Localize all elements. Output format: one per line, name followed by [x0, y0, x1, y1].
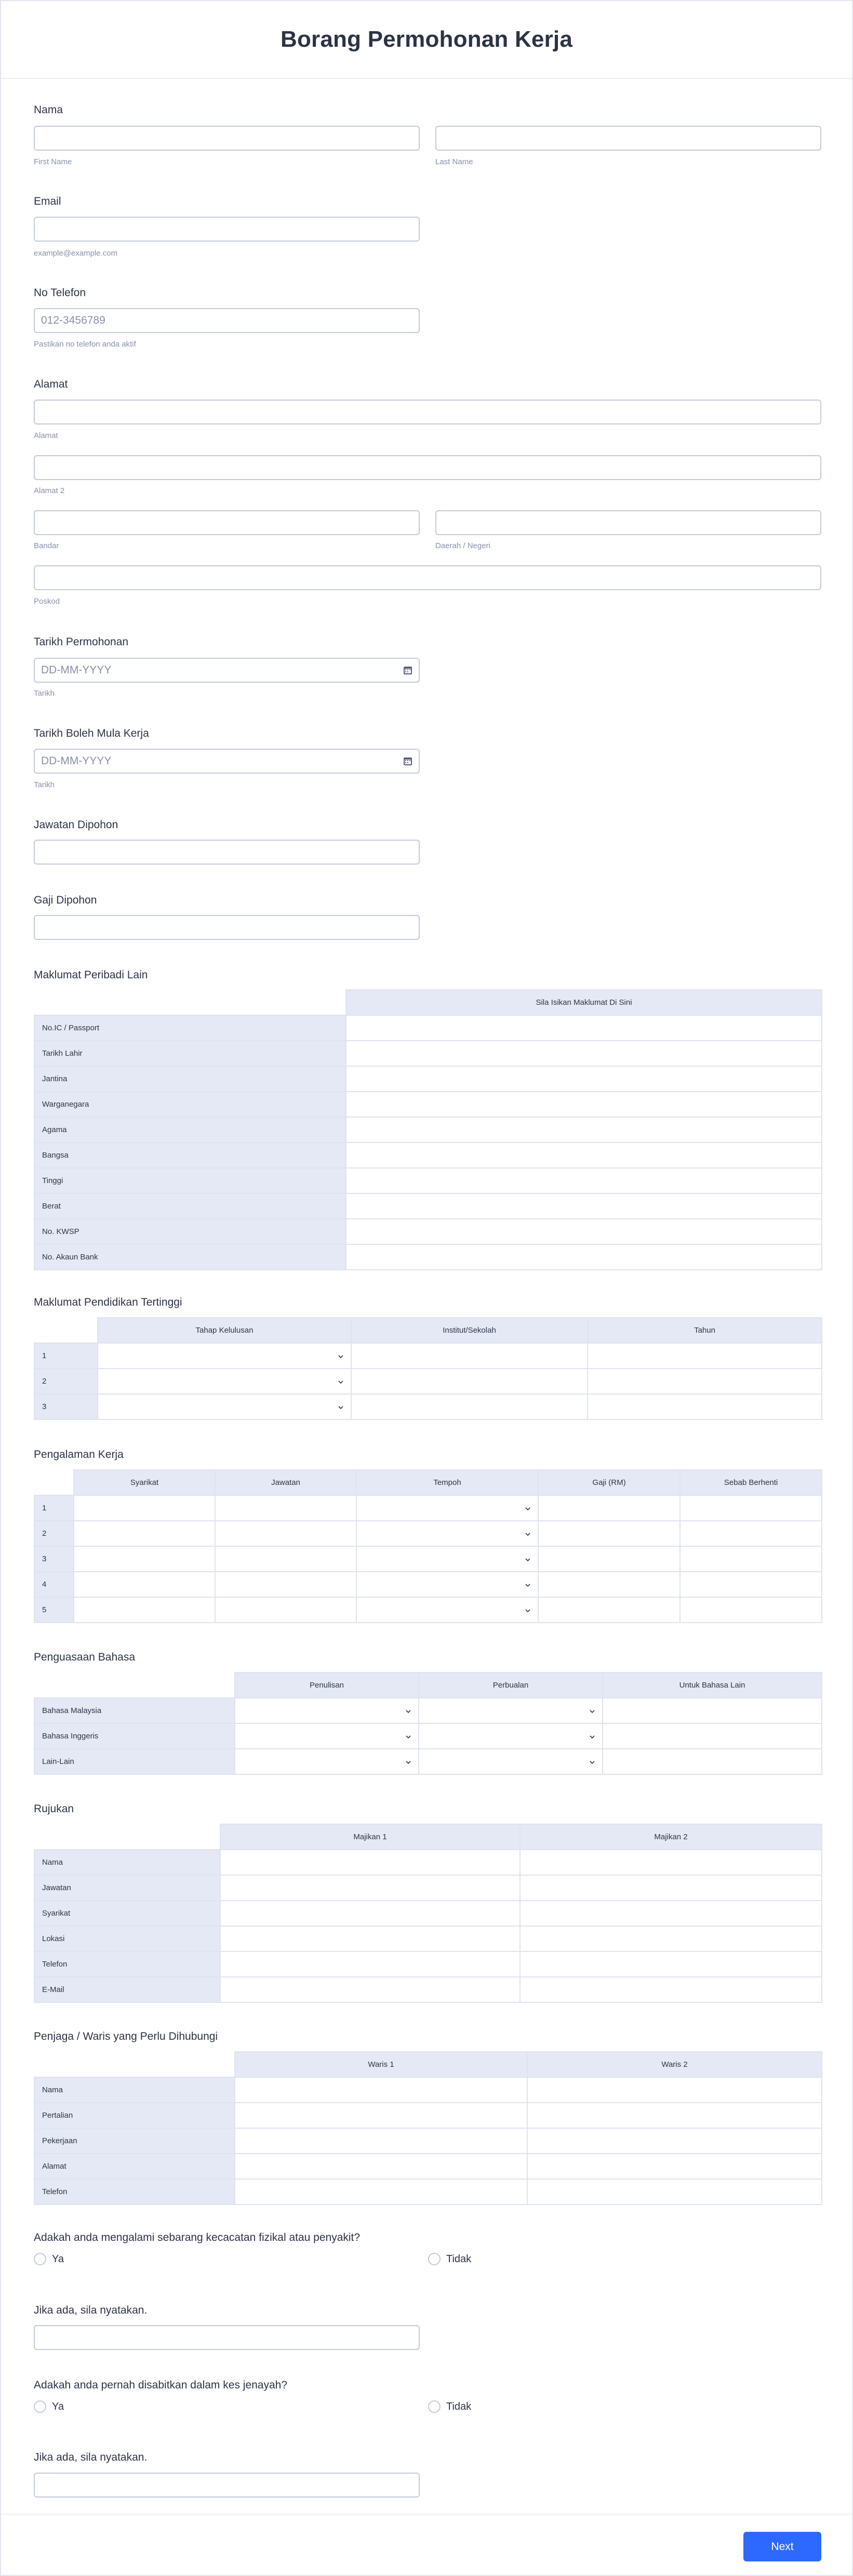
row-label: Nama [34, 2077, 235, 2103]
start-date-placeholder: DD-MM-YYYY [41, 755, 112, 767]
table-corner [34, 1824, 220, 1850]
address-line1-input[interactable] [34, 400, 821, 424]
chevron-down-icon [406, 1709, 411, 1714]
writing-dropdown[interactable] [235, 1749, 419, 1774]
column-header: Sila Isikan Maklumat Di Sini [346, 990, 822, 1015]
column-header: Penulisan [235, 1672, 419, 1698]
table-cell-input[interactable] [520, 1901, 822, 1926]
table-row [34, 1977, 822, 2002]
writing-dropdown[interactable] [235, 1723, 419, 1749]
table-cell-input[interactable] [520, 1977, 822, 2002]
table-cell-input[interactable] [346, 1193, 822, 1219]
table-row [34, 2128, 822, 2154]
table-row [34, 1092, 822, 1117]
application-date-sublabel: Tarikh [34, 689, 55, 698]
row-label: 2 [34, 1369, 98, 1394]
table-corner [34, 1470, 74, 1495]
table-row [34, 1143, 822, 1168]
calendar-icon[interactable] [403, 756, 412, 766]
row-label: Syarikat [34, 1901, 220, 1926]
column-header: Perbualan [419, 1672, 603, 1698]
table-cell-input[interactable] [520, 1875, 822, 1901]
table-cell-input[interactable] [235, 2154, 527, 2179]
chevron-down-icon [406, 1760, 411, 1765]
disability-question: Adakah anda mengalami sebarang kecacatan fizikal atau penyakit? [34, 2232, 361, 2243]
row-label: Jantina [34, 1066, 346, 1092]
column-header: Tahun [588, 1318, 822, 1343]
disability-no-label[interactable]: Tidak [446, 2253, 472, 2265]
row-label: Agama [34, 1117, 346, 1143]
criminal-question: Adakah anda pernah disabitkan dalam kes jenayah? [34, 2379, 288, 2391]
table-cell-input[interactable] [220, 1875, 520, 1901]
table-cell-input[interactable] [215, 1495, 356, 1521]
row-label: No. Akaun Bank [34, 1244, 346, 1270]
column-header: Syarikat [74, 1470, 215, 1495]
table-cell-input[interactable] [74, 1572, 215, 1597]
table-cell-input[interactable] [588, 1343, 822, 1369]
row-label: 4 [34, 1572, 74, 1597]
table-row [34, 2179, 822, 2205]
table-cell-input[interactable] [346, 1219, 822, 1244]
row-label: 1 [34, 1343, 98, 1369]
row-label: 5 [34, 1597, 74, 1623]
application-date-placeholder: DD-MM-YYYY [41, 664, 112, 676]
column-header: Tempoh [356, 1470, 538, 1495]
row-label: Pertalian [34, 2103, 235, 2128]
email-input[interactable] [34, 217, 420, 242]
address-line1-sublabel: Alamat [34, 431, 58, 440]
chevron-down-icon [590, 1709, 595, 1714]
row-label: Tarikh Lahir [34, 1041, 346, 1066]
form-title: Borang Permohonan Kerja [280, 26, 573, 52]
position-label: Jawatan Dipohon [34, 819, 118, 831]
column-header: Majikan 1 [220, 1824, 520, 1850]
table-row [34, 1343, 822, 1369]
column-header: Majikan 2 [520, 1824, 822, 1850]
table-cell-input[interactable] [588, 1369, 822, 1394]
chevron-down-icon [338, 1405, 343, 1410]
reference-label: Rujukan [34, 1803, 74, 1815]
table-row [34, 1168, 822, 1193]
row-label: Alamat [34, 2154, 235, 2179]
start-date-sublabel: Tarikh [34, 780, 55, 789]
table-cell-input[interactable] [346, 1143, 822, 1168]
table-cell-input[interactable] [346, 1015, 822, 1041]
row-label: Pekerjaan [34, 2128, 235, 2154]
table-row [34, 1244, 822, 1270]
table-cell-input[interactable] [527, 2154, 822, 2179]
chevron-down-icon [525, 1532, 530, 1537]
reference-table [34, 1824, 822, 2003]
table-cell-input[interactable] [220, 1901, 520, 1926]
table-cell-input[interactable] [680, 1521, 822, 1546]
table-cell-input[interactable] [680, 1597, 822, 1623]
guardian-label: Penjaga / Waris yang Perlu Dihubungi [34, 2030, 218, 2042]
table-row [34, 1041, 822, 1066]
table-row [34, 1066, 822, 1092]
table-row [34, 1117, 822, 1143]
level-dropdown[interactable] [98, 1394, 351, 1419]
level-dropdown[interactable] [98, 1369, 351, 1394]
email-label: Email [34, 195, 61, 207]
table-cell-input[interactable] [603, 1723, 822, 1749]
table-cell-input[interactable] [520, 1951, 822, 1977]
row-label: 3 [34, 1394, 98, 1419]
table-cell-input[interactable] [220, 1977, 520, 2002]
first-name-sublabel: First Name [34, 157, 72, 166]
table-row [34, 2154, 822, 2179]
table-cell-input[interactable] [538, 1572, 680, 1597]
speaking-dropdown[interactable] [419, 1723, 603, 1749]
column-header: Waris 1 [235, 2052, 527, 2077]
table-cell-input[interactable] [74, 1495, 215, 1521]
first-name-input[interactable] [34, 126, 420, 151]
table-cell-input[interactable] [538, 1495, 680, 1521]
chevron-down-icon [525, 1583, 530, 1588]
criminal-yes-label[interactable]: Ya [52, 2401, 64, 2412]
table-corner [34, 2052, 235, 2077]
column-header: Waris 2 [527, 2052, 822, 2077]
city-sublabel: Bandar [34, 541, 59, 550]
column-header: Gaji (RM) [538, 1470, 680, 1495]
table-row [34, 2103, 822, 2128]
disability-yes-radio[interactable] [34, 2253, 46, 2265]
disability-details-label: Jika ada, sila nyatakan. [34, 2304, 148, 2316]
column-header: Institut/Sekolah [351, 1318, 588, 1343]
table-cell-input[interactable] [351, 1343, 588, 1369]
writing-dropdown[interactable] [235, 1698, 419, 1723]
row-label: Bahasa Malaysia [34, 1698, 235, 1723]
table-row [34, 1546, 822, 1572]
level-dropdown[interactable] [98, 1343, 351, 1369]
table-cell-input[interactable] [538, 1546, 680, 1572]
row-label: Telefon [34, 2179, 235, 2205]
phone-input[interactable]: 012-3456789 [34, 308, 420, 333]
table-corner [34, 1318, 98, 1343]
table-cell-input[interactable] [74, 1521, 215, 1546]
row-label: Nama [34, 1850, 220, 1875]
table-cell-input[interactable] [680, 1495, 822, 1521]
disability-details-input[interactable] [34, 2325, 420, 2350]
row-label: 2 [34, 1521, 74, 1546]
table-cell-input[interactable] [215, 1521, 356, 1546]
disability-yes-label[interactable]: Ya [52, 2253, 64, 2265]
criminal-details-input[interactable] [34, 2473, 420, 2498]
row-label: Lain-Lain [34, 1749, 235, 1774]
table-cell-input[interactable] [603, 1749, 822, 1774]
salary-label: Gaji Dipohon [34, 894, 97, 906]
position-input[interactable] [34, 840, 420, 865]
chevron-down-icon [590, 1734, 595, 1740]
table-cell-input[interactable] [346, 1092, 822, 1117]
table-cell-input[interactable] [527, 2077, 822, 2103]
table-cell-input[interactable] [235, 2128, 527, 2154]
table-cell-input[interactable] [346, 1066, 822, 1092]
calendar-icon[interactable] [403, 666, 412, 675]
chevron-down-icon [525, 1557, 530, 1562]
table-cell-input[interactable] [351, 1394, 588, 1419]
criminal-no-label[interactable]: Tidak [446, 2401, 472, 2412]
criminal-no-radio[interactable] [428, 2400, 441, 2413]
table-cell-input[interactable] [527, 2128, 822, 2154]
column-header: Untuk Bahasa Lain [603, 1672, 822, 1698]
table-row [34, 1926, 822, 1951]
row-label: Tinggi [34, 1168, 346, 1193]
address-line2-input[interactable] [34, 455, 821, 480]
table-cell-input[interactable] [603, 1698, 822, 1723]
personal-info-table [34, 989, 822, 1270]
row-label: 3 [34, 1546, 74, 1572]
duration-dropdown[interactable] [356, 1546, 538, 1572]
table-cell-input[interactable] [220, 1926, 520, 1951]
table-cell-input[interactable] [220, 1951, 520, 1977]
experience-label: Pengalaman Kerja [34, 1449, 124, 1460]
table-row [34, 1193, 822, 1219]
table-cell-input[interactable] [527, 2179, 822, 2205]
row-label: 1 [34, 1495, 74, 1521]
row-label: Bangsa [34, 1143, 346, 1168]
table-cell-input[interactable] [215, 1572, 356, 1597]
row-label: Bahasa Inggeris [34, 1723, 235, 1749]
chevron-down-icon [406, 1734, 411, 1740]
table-cell-input[interactable] [220, 1850, 520, 1875]
table-cell-input[interactable] [680, 1546, 822, 1572]
table-row [34, 2077, 822, 2103]
table-cell-input[interactable] [520, 1926, 822, 1951]
table-cell-input[interactable] [346, 1168, 822, 1193]
row-label: No.IC / Passport [34, 1015, 346, 1041]
table-row [34, 1901, 822, 1926]
language-table [34, 1672, 822, 1775]
chevron-down-icon [525, 1608, 530, 1613]
table-corner [34, 1672, 235, 1698]
personal-info-label: Maklumat Peribadi Lain [34, 969, 148, 981]
table-cell-input[interactable] [520, 1850, 822, 1875]
footer-divider [1, 2514, 852, 2515]
start-date-label: Tarikh Boleh Mula Kerja [34, 727, 149, 739]
phone-sublabel: Pastikan no telefon anda aktif [34, 340, 136, 349]
guardian-table [34, 2051, 822, 2205]
table-cell-input[interactable] [538, 1597, 680, 1623]
education-table [34, 1317, 822, 1420]
table-cell-input[interactable] [215, 1597, 356, 1623]
table-cell-input[interactable] [538, 1521, 680, 1546]
table-row [34, 1015, 822, 1041]
table-row [34, 1723, 822, 1749]
column-header: Jawatan [215, 1470, 356, 1495]
postcode-input[interactable] [34, 565, 821, 590]
table-cell-input[interactable] [346, 1244, 822, 1270]
start-date-input[interactable] [34, 749, 420, 774]
chevron-down-icon [525, 1506, 530, 1511]
application-date-input[interactable] [34, 658, 420, 683]
row-label: Berat [34, 1193, 346, 1219]
duration-dropdown[interactable] [356, 1521, 538, 1546]
postcode-sublabel: Poskod [34, 597, 60, 606]
state-sublabel: Daerah / Negeri [435, 541, 490, 550]
table-cell-input[interactable] [215, 1546, 356, 1572]
table-cell-input[interactable] [346, 1117, 822, 1143]
email-sublabel: example@example.com [34, 249, 118, 258]
table-cell-input[interactable] [346, 1041, 822, 1066]
row-label: Jawatan [34, 1875, 220, 1901]
table-cell-input[interactable] [74, 1597, 215, 1623]
table-row [34, 1495, 822, 1521]
chevron-down-icon [338, 1379, 343, 1385]
education-label: Maklumat Pendidikan Tertinggi [34, 1296, 182, 1308]
table-corner [34, 990, 346, 1015]
chevron-down-icon [590, 1760, 595, 1765]
table-row [34, 1597, 822, 1623]
table-cell-input[interactable] [680, 1572, 822, 1597]
form-header [1, 1, 852, 79]
disability-no-radio[interactable] [428, 2253, 441, 2265]
criminal-details-label: Jika ada, sila nyatakan. [34, 2451, 148, 2463]
table-row [34, 1850, 822, 1875]
last-name-sublabel: Last Name [435, 157, 473, 166]
application-date-label: Tarikh Permohonan [34, 636, 129, 648]
column-header: Tahap Kelulusan [98, 1318, 351, 1343]
salary-input[interactable] [34, 915, 420, 940]
chevron-down-icon [338, 1354, 343, 1359]
row-label: No. KWSP [34, 1219, 346, 1244]
experience-table [34, 1469, 822, 1623]
table-row [34, 1875, 822, 1901]
row-label: Warganegara [34, 1092, 346, 1117]
phone-label: No Telefon [34, 287, 86, 299]
table-row [34, 1572, 822, 1597]
table-cell-input[interactable] [235, 2077, 527, 2103]
table-cell-input[interactable] [74, 1546, 215, 1572]
table-cell-input[interactable] [527, 2103, 822, 2128]
speaking-dropdown[interactable] [419, 1698, 603, 1723]
name-label: Nama [34, 104, 63, 116]
speaking-dropdown[interactable] [419, 1749, 603, 1774]
table-row [34, 1951, 822, 1977]
table-cell-input[interactable] [351, 1369, 588, 1394]
row-label: E-Mail [34, 1977, 220, 2002]
address-line2-sublabel: Alamat 2 [34, 486, 65, 495]
table-cell-input[interactable] [235, 2179, 527, 2205]
criminal-yes-radio[interactable] [34, 2400, 46, 2413]
duration-dropdown[interactable] [356, 1572, 538, 1597]
table-row [34, 1219, 822, 1244]
table-row [34, 1369, 822, 1394]
row-label: Telefon [34, 1951, 220, 1977]
table-cell-input[interactable] [235, 2103, 527, 2128]
table-row [34, 1521, 822, 1546]
next-button[interactable]: Next [743, 2532, 821, 2561]
table-row [34, 1698, 822, 1723]
row-label: Lokasi [34, 1926, 220, 1951]
address-label: Alamat [34, 378, 68, 390]
table-cell-input[interactable] [588, 1394, 822, 1419]
state-input[interactable] [435, 510, 821, 535]
duration-dropdown[interactable] [356, 1495, 538, 1521]
language-label: Penguasaan Bahasa [34, 1651, 135, 1663]
last-name-input[interactable] [435, 126, 821, 151]
duration-dropdown[interactable] [356, 1597, 538, 1623]
table-row [34, 1394, 822, 1419]
column-header: Sebab Berhenti [680, 1470, 822, 1495]
table-row [34, 1749, 822, 1774]
city-input[interactable] [34, 510, 420, 535]
